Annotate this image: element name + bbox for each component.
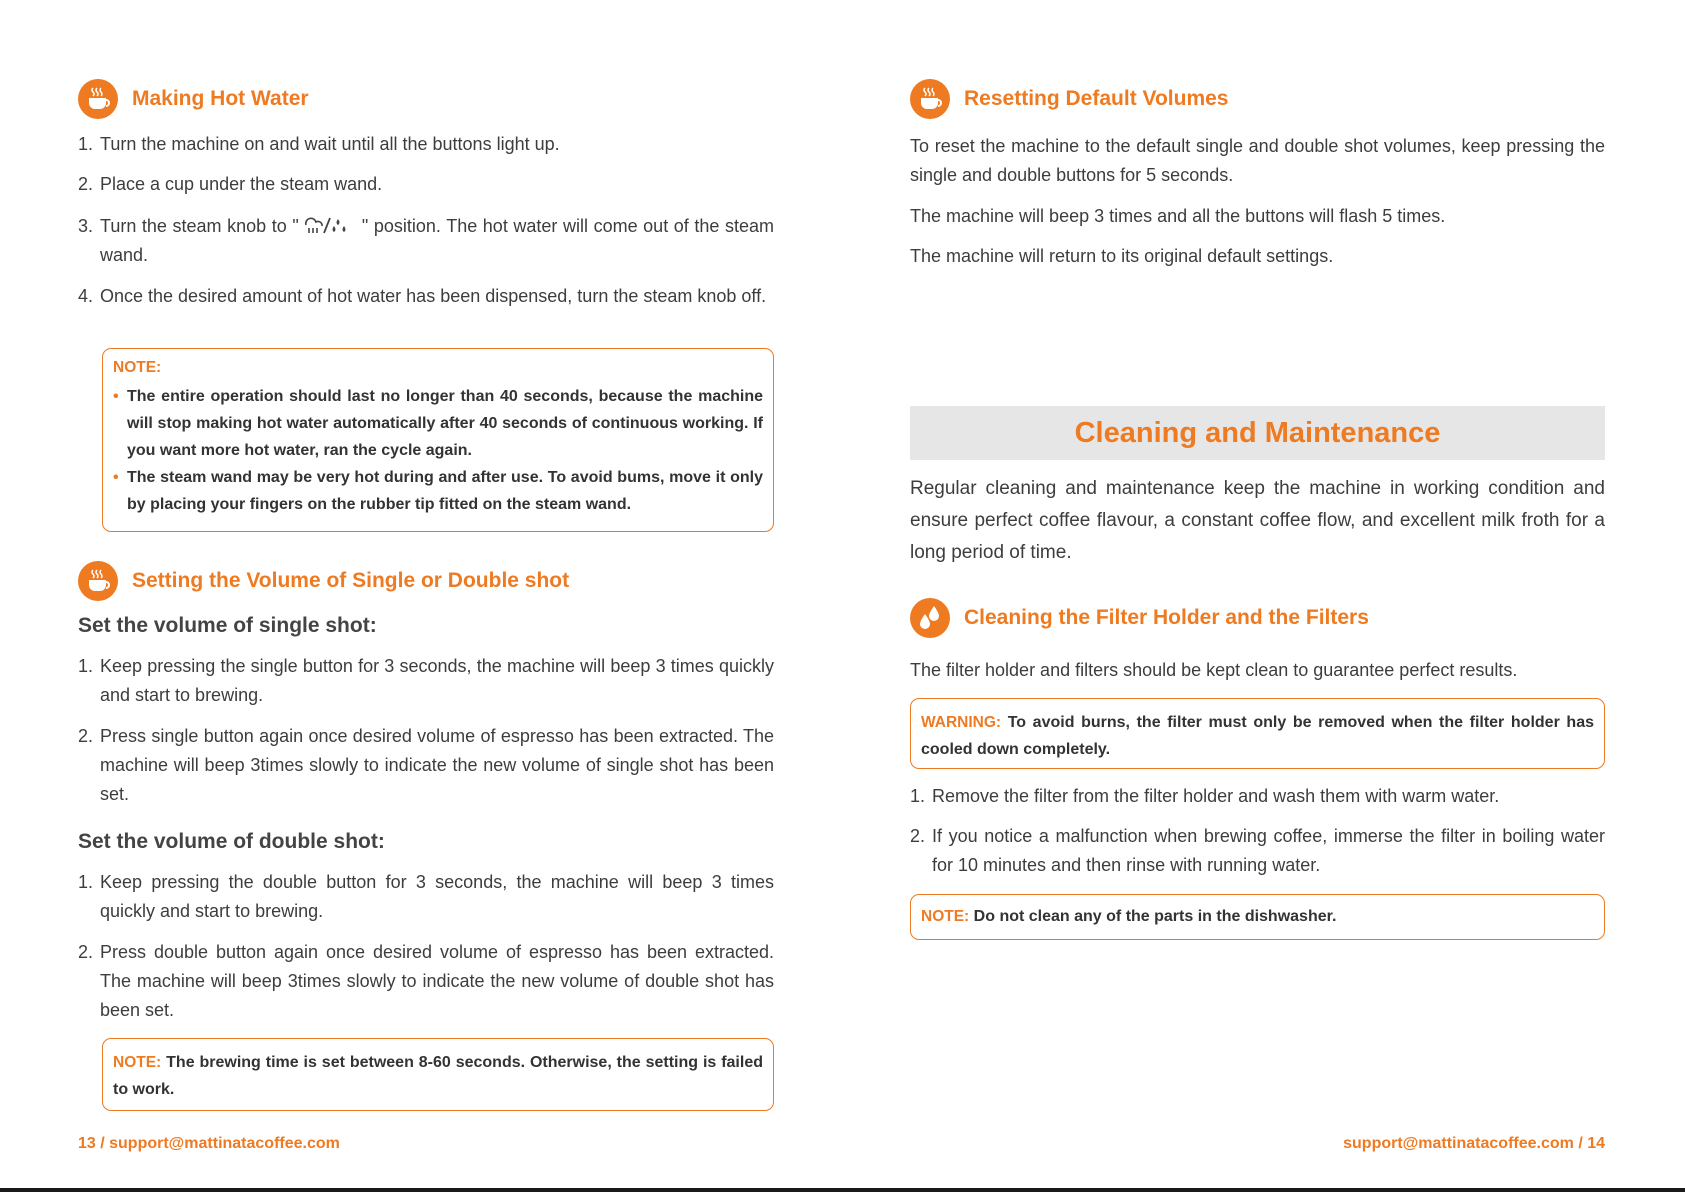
list-number: 2.: [78, 726, 94, 746]
list-text: Press single button again once desired volume of espresso has been extracted. The machine will beep 3times slowly to indicate the new volume of single shot has been set.: [100, 726, 774, 804]
list-number: 1.: [910, 786, 926, 806]
list-number: 2.: [78, 174, 94, 194]
note-text: Do not clean any of the parts in the dishwasher.: [973, 908, 1337, 925]
coffee-cup-icon: [78, 79, 118, 119]
list-item: [78, 170, 774, 199]
section-cleaning-filter: [910, 598, 1369, 638]
list-item: [78, 130, 774, 159]
list-item: [78, 938, 774, 1025]
list-number: 3.: [78, 216, 94, 236]
list-number: 1.: [78, 872, 94, 892]
steam-icon: [304, 215, 356, 235]
paragraph: To reset the machine to the default single and double shot volumes, keep pressing the single and double buttons for 5 seconds.: [910, 136, 1605, 185]
note-bullet-text: The entire operation should last no longer than 40 seconds, because the machine will stop making hot water automatically after 40 seconds of continuous working. If you want more hot water, ran the cycle again.: [127, 388, 763, 459]
subheading-single: Set the volume of single shot:: [78, 614, 377, 637]
list-text: If you notice a malfunction when brewing coffee, immerse the filter in boiling water for 10 minutes and then rinse with running water.: [932, 826, 1605, 875]
page-footer: support@mattinatacoffee.com / 14: [1343, 1135, 1605, 1152]
list-text-before: Turn the steam knob to ": [100, 216, 299, 236]
warning-box: [910, 698, 1605, 769]
list-number: 2.: [910, 826, 926, 846]
note-text: The brewing time is set between 8-60 seconds. Otherwise, the setting is failed to work.: [113, 1054, 763, 1098]
section-title: Setting the Volume of Single or Double shot: [132, 569, 570, 592]
list-text: Place a cup under the steam wand.: [100, 174, 383, 194]
warning-text: To avoid burns, the filter must only be removed when the filter holder has cooled down completely.: [921, 714, 1594, 758]
list-item: [910, 782, 1605, 811]
section-resetting-volumes: [910, 79, 1229, 119]
note-box: [910, 894, 1605, 940]
list-number: 1.: [78, 656, 94, 676]
paragraph: The filter holder and filters should be kept clean to guarantee perfect results.: [910, 660, 1518, 680]
paragraph: The machine will beep 3 times and all the buttons will flash 5 times.: [910, 206, 1446, 226]
water-drops-icon: [910, 598, 950, 638]
note-box: [102, 348, 774, 532]
note-content: [113, 1049, 763, 1103]
note-bullet-text: The steam wand may be very hot during and after use. To avoid bums, move it only by placing your fingers on the rubber tip fitted on the steam wand.: [127, 469, 763, 513]
list-text: Keep pressing the double button for 3 seconds, the machine will beep 3 times quickly and start to brewing.: [100, 872, 774, 921]
section-title: Making Hot Water: [132, 87, 309, 110]
section-making-hot-water: [78, 79, 309, 119]
note-label: NOTE:: [113, 1054, 162, 1071]
coffee-cup-icon: [78, 561, 118, 601]
page-footer: 13 / support@mattinatacoffee.com: [78, 1135, 340, 1152]
warning-content: [921, 709, 1594, 763]
paragraph: Regular cleaning and maintenance keep the machine in working condition and ensure perfect coffee flavour, a constant coffee flow, and excellent milk froth for a long period of time.: [910, 478, 1605, 563]
list-item: [78, 652, 774, 710]
list-text: Press double button again once desired volume of espresso has been extracted. The machine will beep 3times slowly to indicate the new volume of double shot has been set.: [100, 942, 774, 1020]
list-text: Turn the machine on and wait until all the buttons light up.: [100, 134, 560, 154]
list-number: 1.: [78, 134, 94, 154]
banner-title: Cleaning and Maintenance: [1074, 416, 1441, 449]
coffee-cup-icon: [910, 79, 950, 119]
bottom-divider: [0, 1188, 1685, 1192]
list-item: [910, 822, 1605, 880]
section-title: Cleaning the Filter Holder and the Filters: [964, 606, 1369, 629]
note-box: [102, 1038, 774, 1111]
list-item: [78, 212, 774, 270]
note-content: [921, 905, 1594, 929]
note-bullet: • The steam wand may be very hot during and after use. To avoid bums, move it only by placing your fingers on the rubber tip fitted on the steam wand.: [113, 464, 763, 518]
note-label: NOTE:: [113, 359, 162, 376]
list-text: Keep pressing the single button for 3 seconds, the machine will beep 3 times quickly and start to brewing.: [100, 656, 774, 705]
list-text-after: " position. The hot water will come out of the steam wand.: [100, 216, 774, 265]
list-text: Once the desired amount of hot water has been dispensed, turn the steam knob off.: [100, 286, 767, 306]
list-item: [78, 282, 774, 311]
cleaning-banner: [910, 406, 1605, 460]
list-text: Remove the filter from the filter holder and wash them with warm water.: [932, 786, 1500, 806]
section-setting-volume: [78, 561, 569, 601]
section-title: Resetting Default Volumes: [964, 87, 1229, 110]
note-bullet: • The entire operation should last no longer than 40 seconds, because the machine will stop making hot water automatically after 40 seconds of continuous working. If you want more hot water, ran the cycle again.: [113, 383, 763, 464]
subheading-double: Set the volume of double shot:: [78, 830, 385, 853]
warning-label: WARNING:: [921, 714, 1002, 731]
paragraph: The machine will return to its original default settings.: [910, 246, 1334, 266]
list-number: 2.: [78, 942, 94, 962]
note-label: NOTE:: [921, 908, 970, 925]
list-item: [78, 868, 774, 926]
list-text: [100, 212, 774, 270]
list-item: [78, 722, 774, 809]
list-number: 4.: [78, 286, 94, 306]
